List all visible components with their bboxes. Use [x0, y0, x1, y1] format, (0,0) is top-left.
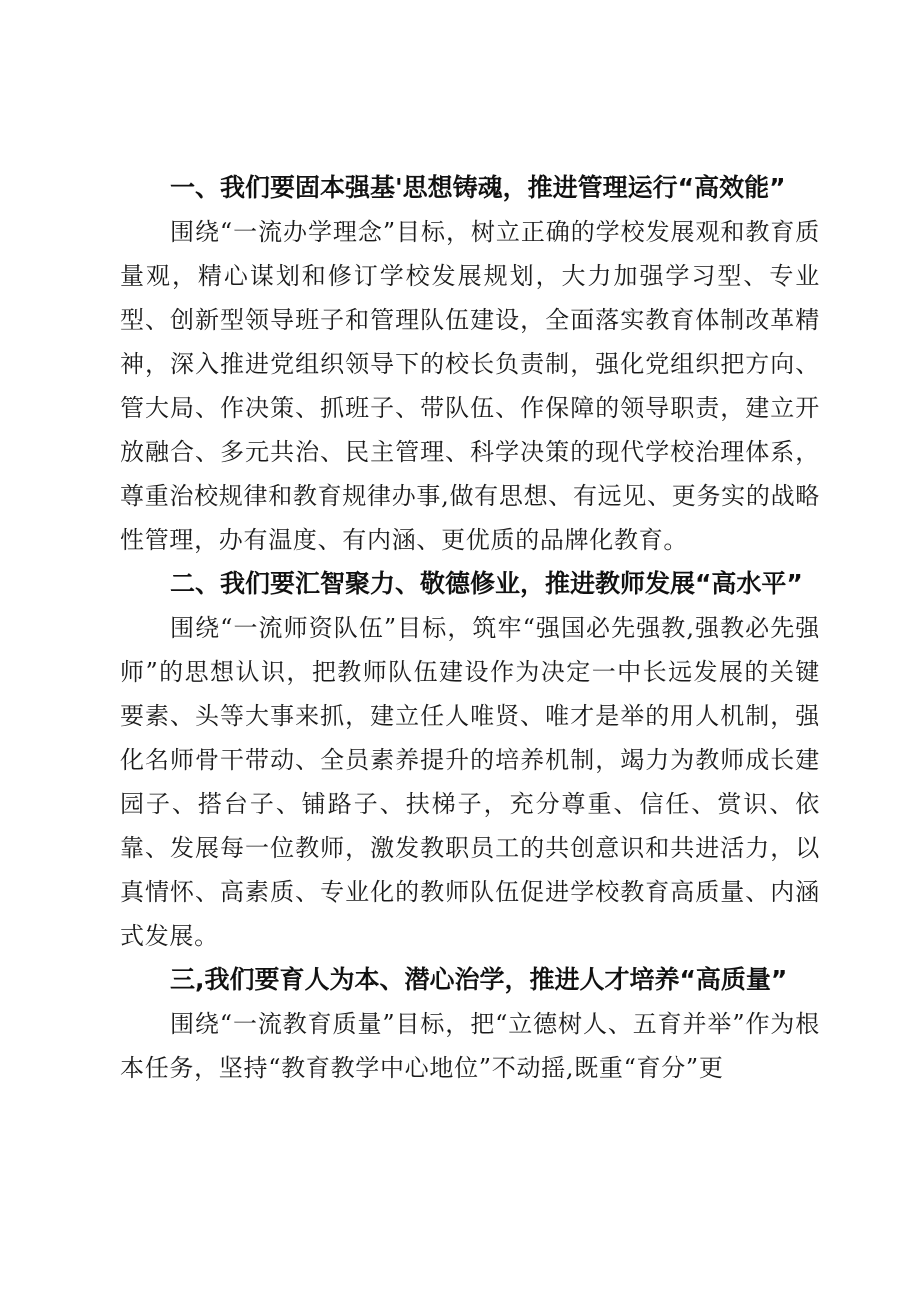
- document-body: [120, 166, 820, 1090]
- section-1-heading: 一、我们要固本强基'思想铸魂，推进管理运行“高效能”: [170, 173, 786, 202]
- section-3-heading: 三,我们要育人为本、潜心治学，推进人才培养“高质量”: [170, 965, 788, 994]
- section-1-paragraph: 围绕“一流办学理念”目标，树立正确的学校发展观和教育质量观，精心谋划和修订学校发展规划，大力加强学习型、专业型、创新型领导班子和管理队伍建设，全面落实教育体制改革精神，深入推进党组织领导下的校长负责制，强化党组织把方向、管大局、作决策、抓班子、带队伍、作保障的领导职责，建立开放融合、多元共治、民主管理、科学决策的现代学校治理体系，尊重治校规律和教育规律办事,做有思想、有远见、更务实的战略性管理，办有温度、有内涵、更优质的品牌化教育。: [120, 218, 820, 554]
- section-2-heading: 二、我们要汇智聚力、敬德修业，推进教师发展“高水平”: [170, 569, 803, 598]
- section-2-paragraph: 围绕“一流师资队伍”目标，筑牢“强国必先强教,强教必先强师”的思想认识，把教师队伍建设作为决定一中长远发展的关键要素、头等大事来抓，建立任人唯贤、唯才是举的用人机制，强化名师骨干带动、全员素养提升的培养机制，竭力为教师成长建园子、搭台子、铺路子、扶梯子，充分尊重、信任、赏识、依靠、发展每一位教师，激发教职员工的共创意识和共进活力，以真情怀、高素质、专业化的教师队伍促进学校教育高质量、内涵式发展。: [120, 614, 820, 950]
- section-3-paragraph: 围绕“一流教育质量”目标，把“立德树人、五育并举”作为根本任务，坚持“教育教学中心地位”不动摇,既重“育分”更: [120, 1010, 820, 1082]
